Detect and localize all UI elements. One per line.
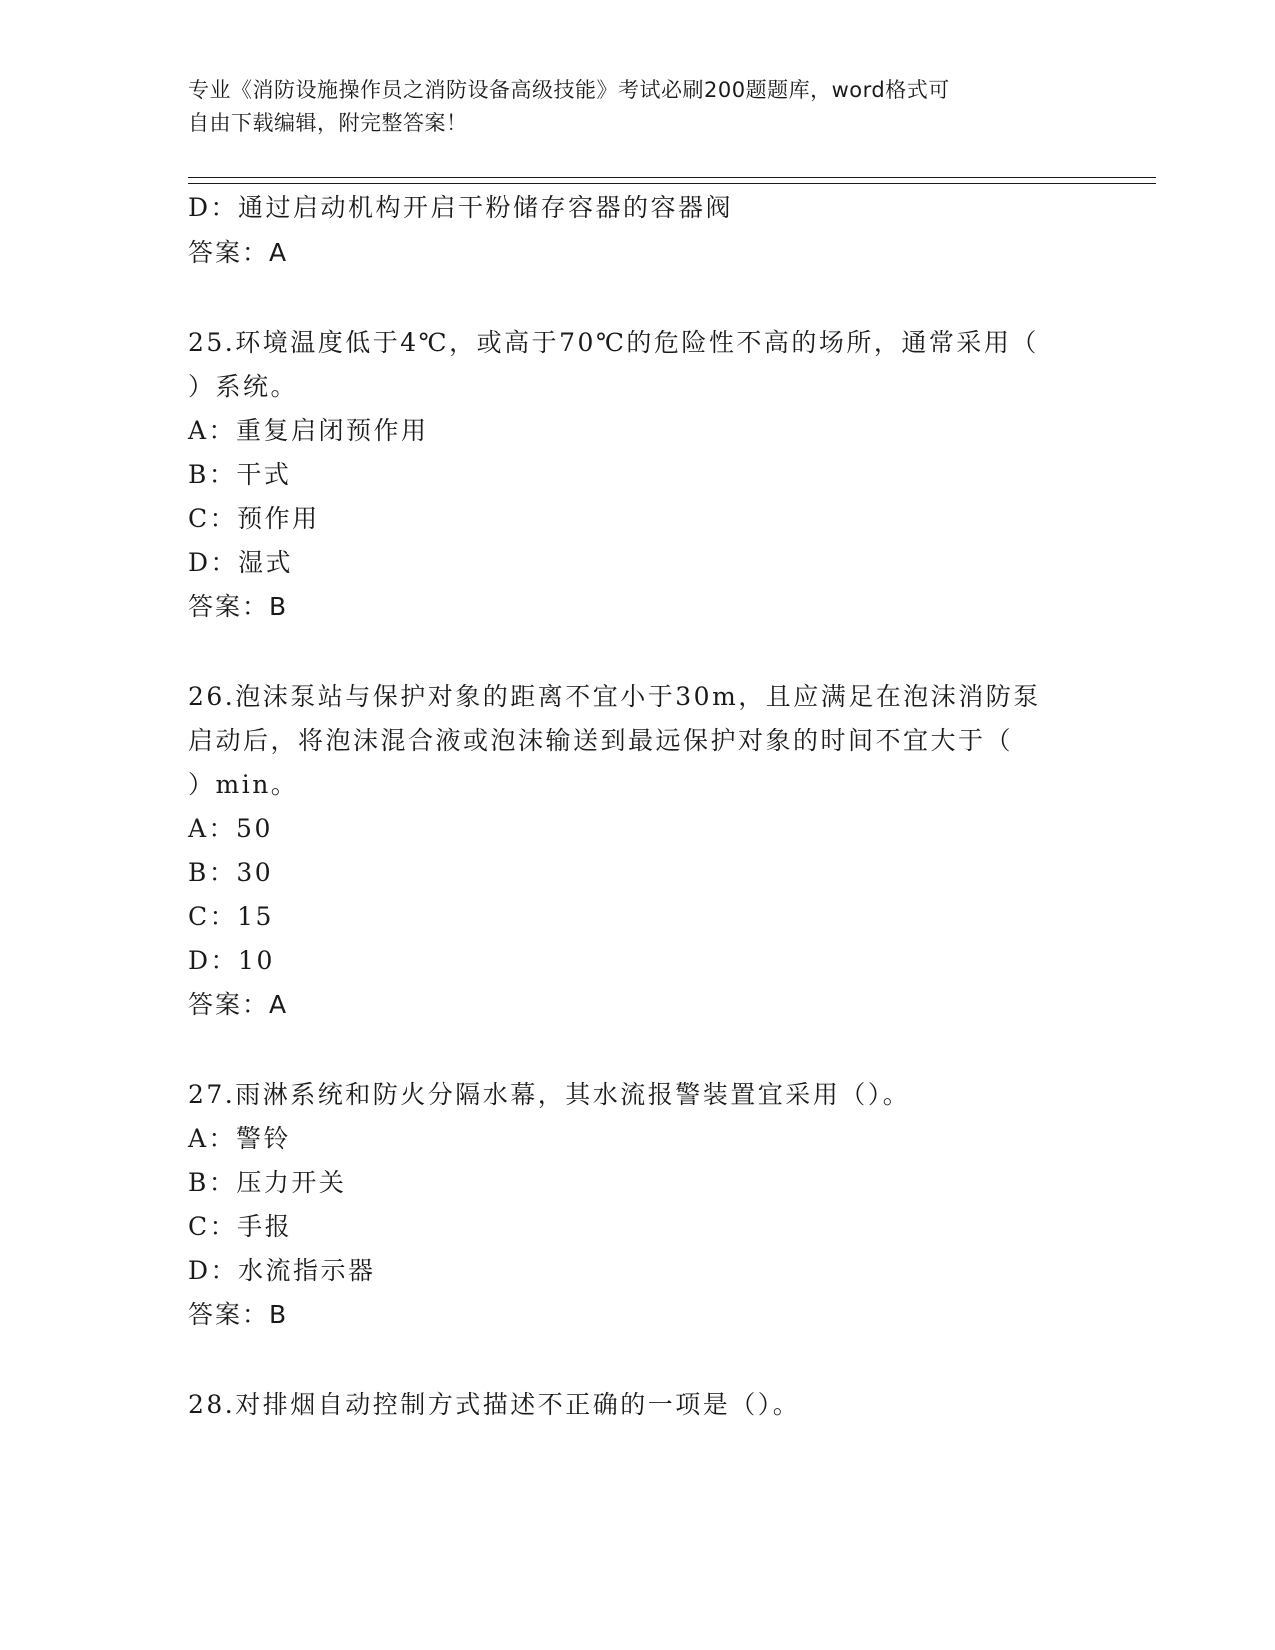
question-28-stem-line-1: 28.对排烟自动控制方式描述不正确的一项是（）。 [188, 1390, 801, 1419]
question-27-option-a: A：警铃 [188, 1124, 292, 1153]
question-27-stem-line-1: 27.雨淋系统和防火分隔水幕，其水流报警装置宜采用（）。 [188, 1080, 911, 1109]
option-d: D：通过启动机构开启干粉储存容器的容器阀 [188, 193, 734, 222]
header-line-1: 专业《消防设施操作员之消防设备高级技能》考试必刷200题题库，word格式可 [188, 78, 950, 102]
question-27-option-b: B：压力开关 [188, 1168, 347, 1197]
question-25-option-d: D：湿式 [188, 548, 294, 577]
question-26-answer: 答案：A [188, 990, 289, 1019]
question-26-option-a: A：50 [188, 814, 273, 843]
header-line-2: 自由下载编辑，附完整答案！ [188, 111, 468, 135]
answer-line: 答案：A [188, 238, 289, 267]
question-26-option-c: C：15 [188, 902, 274, 931]
question-26-option-d: D：10 [188, 946, 275, 975]
question-25-option-a: A：重复启闭预作用 [188, 416, 429, 445]
question-25-answer: 答案：B [188, 592, 289, 621]
question-25-option-c: C：预作用 [188, 504, 320, 533]
question-26-stem-line-3: ）min。 [188, 770, 299, 799]
question-25-stem-line-1: 25.环境温度低于4℃，或高于70℃的危险性不高的场所，通常采用（ [188, 328, 1039, 357]
question-25-option-b: B：干式 [188, 460, 292, 489]
question-27-answer: 答案：B [188, 1300, 289, 1329]
header-divider-bottom [188, 183, 1156, 184]
question-25-stem-line-2: ）系统。 [188, 372, 299, 401]
question-27-option-d: D：水流指示器 [188, 1256, 376, 1285]
question-26-option-b: B：30 [188, 858, 274, 887]
question-26-stem-line-2: 启动后，将泡沫混合液或泡沫输送到最远保护对象的时间不宜大于（ [188, 726, 1014, 755]
question-26-stem-line-1: 26.泡沫泵站与保护对象的距离不宜小于30m，且应满足在泡沫消防泵 [188, 682, 1041, 711]
question-27-option-c: C：手报 [188, 1212, 293, 1241]
header-divider-top [188, 177, 1156, 178]
document-header [188, 74, 1068, 140]
